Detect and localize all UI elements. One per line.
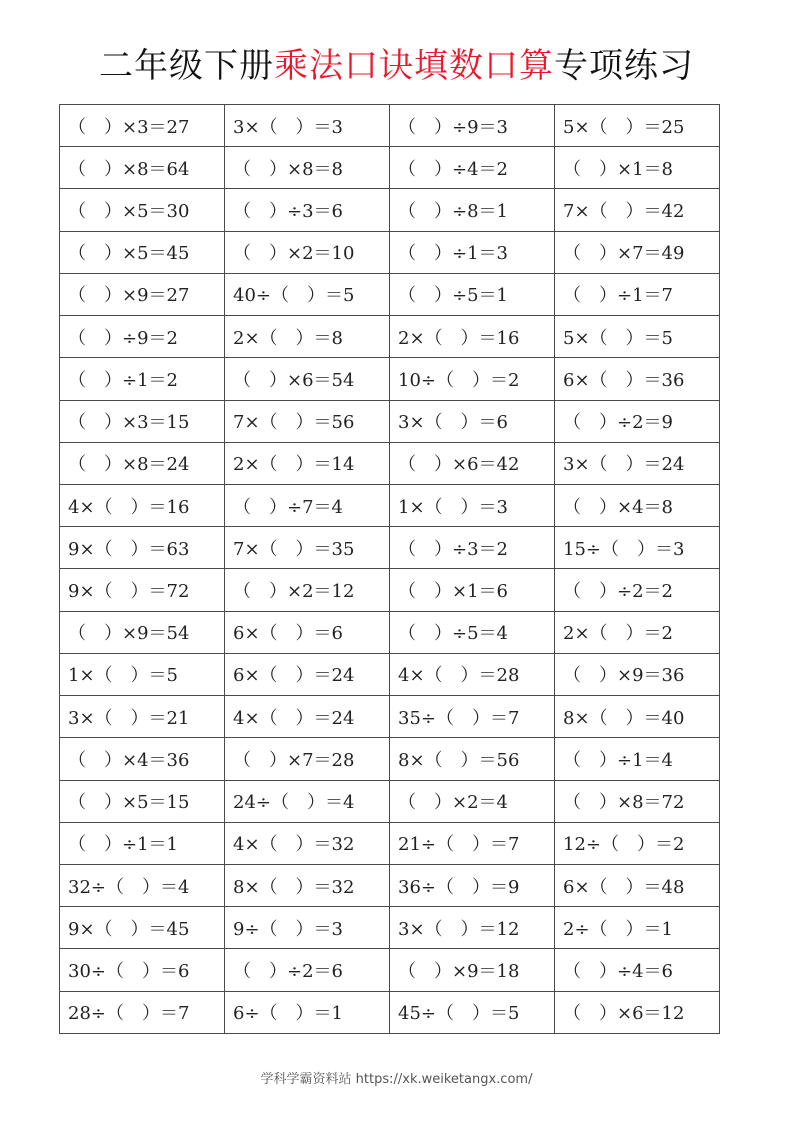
exercise-cell: （ ）×6＝42 <box>390 442 555 484</box>
exercise-table <box>59 104 720 1034</box>
exercise-cell: （ ）÷1＝7 <box>555 273 720 315</box>
exercise-cell: （ ）×9＝36 <box>555 653 720 695</box>
exercise-cell: （ ）÷1＝1 <box>60 822 225 864</box>
exercise-cell: 7×（ ）＝35 <box>225 527 390 569</box>
exercise-cell: （ ）÷4＝6 <box>555 949 720 991</box>
exercise-cell: 15÷（ ）＝3 <box>555 527 720 569</box>
exercise-cell: （ ）×5＝15 <box>60 780 225 822</box>
exercise-cell: 2÷（ ）＝1 <box>555 907 720 949</box>
exercise-row <box>60 949 720 991</box>
exercise-cell: 6×（ ）＝6 <box>225 611 390 653</box>
exercise-cell: 2×（ ）＝14 <box>225 442 390 484</box>
exercise-cell: （ ）×9＝18 <box>390 949 555 991</box>
exercise-cell: 5×（ ）＝25 <box>555 105 720 147</box>
exercise-cell: （ ）÷3＝6 <box>225 189 390 231</box>
exercise-cell: 35÷（ ）＝7 <box>390 696 555 738</box>
exercise-cell: （ ）×3＝15 <box>60 400 225 442</box>
exercise-cell: （ ）×2＝10 <box>225 231 390 273</box>
footer-watermark: 学科学霸资料站 https://xk.weiketangx.com/ <box>260 1072 533 1087</box>
exercise-cell: 6×（ ）＝24 <box>225 653 390 695</box>
exercise-cell: 1×（ ）＝5 <box>60 653 225 695</box>
exercise-cell: 4×（ ）＝16 <box>60 484 225 526</box>
exercise-cell: （ ）×8＝64 <box>60 147 225 189</box>
exercise-cell: 45÷（ ）＝5 <box>390 991 555 1033</box>
exercise-cell: （ ）÷5＝4 <box>390 611 555 653</box>
exercise-cell: （ ）×9＝27 <box>60 273 225 315</box>
exercise-row <box>60 738 720 780</box>
exercise-cell: （ ）×6＝54 <box>225 358 390 400</box>
exercise-cell: 1×（ ）＝3 <box>390 484 555 526</box>
exercise-row <box>60 907 720 949</box>
exercise-cell: 9×（ ）＝63 <box>60 527 225 569</box>
exercise-row <box>60 611 720 653</box>
exercise-row <box>60 189 720 231</box>
exercise-cell: （ ）×4＝36 <box>60 738 225 780</box>
exercise-row <box>60 696 720 738</box>
exercise-row <box>60 653 720 695</box>
exercise-cell: 7×（ ）＝42 <box>555 189 720 231</box>
exercise-cell: （ ）÷9＝3 <box>390 105 555 147</box>
exercise-cell: 9×（ ）＝45 <box>60 907 225 949</box>
exercise-cell: 3×（ ）＝6 <box>390 400 555 442</box>
exercise-row <box>60 273 720 315</box>
exercise-cell: （ ）÷8＝1 <box>390 189 555 231</box>
exercise-cell: 8×（ ）＝56 <box>390 738 555 780</box>
exercise-row <box>60 105 720 147</box>
exercise-cell: （ ）×1＝8 <box>555 147 720 189</box>
exercise-row <box>60 400 720 442</box>
exercise-cell: 6×（ ）＝48 <box>555 864 720 906</box>
exercise-cell: 5×（ ）＝5 <box>555 316 720 358</box>
exercise-row <box>60 527 720 569</box>
exercise-cell: （ ）÷1＝4 <box>555 738 720 780</box>
exercise-cell: 10÷（ ）＝2 <box>390 358 555 400</box>
exercise-row <box>60 316 720 358</box>
exercise-cell: （ ）÷4＝2 <box>390 147 555 189</box>
exercise-cell: 24÷（ ）＝4 <box>225 780 390 822</box>
exercise-table-body <box>60 105 720 1034</box>
exercise-cell: （ ）×5＝30 <box>60 189 225 231</box>
exercise-cell: 40÷（ ）＝5 <box>225 273 390 315</box>
exercise-row <box>60 864 720 906</box>
exercise-cell: （ ）÷2＝2 <box>555 569 720 611</box>
exercise-cell: （ ）÷3＝2 <box>390 527 555 569</box>
exercise-cell: 8×（ ）＝32 <box>225 864 390 906</box>
page-title <box>0 42 793 90</box>
exercise-cell: 3×（ ）＝12 <box>390 907 555 949</box>
exercise-cell: 30÷（ ）＝6 <box>60 949 225 991</box>
title-highlight: 乘法口诀填数口算 <box>274 46 554 86</box>
exercise-row <box>60 442 720 484</box>
exercise-cell: 6÷（ ）＝1 <box>225 991 390 1033</box>
exercise-cell: 3×（ ）＝21 <box>60 696 225 738</box>
exercise-row <box>60 231 720 273</box>
exercise-cell: 4×（ ）＝32 <box>225 822 390 864</box>
exercise-cell: （ ）×4＝8 <box>555 484 720 526</box>
exercise-row <box>60 484 720 526</box>
exercise-cell: 12÷（ ）＝2 <box>555 822 720 864</box>
exercise-cell: 32÷（ ）＝4 <box>60 864 225 906</box>
exercise-row <box>60 991 720 1033</box>
exercise-cell: （ ）×8＝24 <box>60 442 225 484</box>
exercise-row <box>60 780 720 822</box>
exercise-cell: （ ）×8＝8 <box>225 147 390 189</box>
exercise-row <box>60 822 720 864</box>
exercise-row <box>60 569 720 611</box>
exercise-row <box>60 358 720 400</box>
exercise-cell: （ ）×1＝6 <box>390 569 555 611</box>
exercise-cell: （ ）×8＝72 <box>555 780 720 822</box>
exercise-cell: 4×（ ）＝28 <box>390 653 555 695</box>
exercise-cell: （ ）÷9＝2 <box>60 316 225 358</box>
exercise-cell: （ ）×7＝28 <box>225 738 390 780</box>
exercise-cell: 4×（ ）＝24 <box>225 696 390 738</box>
exercise-cell: （ ）÷7＝4 <box>225 484 390 526</box>
exercise-cell: （ ）÷1＝3 <box>390 231 555 273</box>
title-grade: 二年级下册 <box>99 46 274 86</box>
exercise-cell: （ ）×6＝12 <box>555 991 720 1033</box>
exercise-cell: （ ）×9＝54 <box>60 611 225 653</box>
exercise-cell: 3×（ ）＝3 <box>225 105 390 147</box>
exercise-cell: （ ）×3＝27 <box>60 105 225 147</box>
exercise-cell: （ ）÷1＝2 <box>60 358 225 400</box>
exercise-cell: （ ）×2＝12 <box>225 569 390 611</box>
exercise-cell: 3×（ ）＝24 <box>555 442 720 484</box>
exercise-cell: 36÷（ ）＝9 <box>390 864 555 906</box>
exercise-cell: 8×（ ）＝40 <box>555 696 720 738</box>
exercise-cell: （ ）×2＝4 <box>390 780 555 822</box>
exercise-row <box>60 147 720 189</box>
exercise-cell: 6×（ ）＝36 <box>555 358 720 400</box>
exercise-cell: 9×（ ）＝72 <box>60 569 225 611</box>
exercise-cell: （ ）×7＝49 <box>555 231 720 273</box>
exercise-cell: 2×（ ）＝8 <box>225 316 390 358</box>
exercise-cell: 9÷（ ）＝3 <box>225 907 390 949</box>
exercise-cell: 2×（ ）＝2 <box>555 611 720 653</box>
exercise-cell: 28÷（ ）＝7 <box>60 991 225 1033</box>
title-suffix: 专项练习 <box>554 46 694 86</box>
exercise-cell: 21÷（ ）＝7 <box>390 822 555 864</box>
exercise-cell: （ ）÷2＝6 <box>225 949 390 991</box>
exercise-cell: （ ）÷2＝9 <box>555 400 720 442</box>
exercise-cell: 2×（ ）＝16 <box>390 316 555 358</box>
exercise-cell: （ ）×5＝45 <box>60 231 225 273</box>
exercise-cell: 7×（ ）＝56 <box>225 400 390 442</box>
exercise-cell: （ ）÷5＝1 <box>390 273 555 315</box>
